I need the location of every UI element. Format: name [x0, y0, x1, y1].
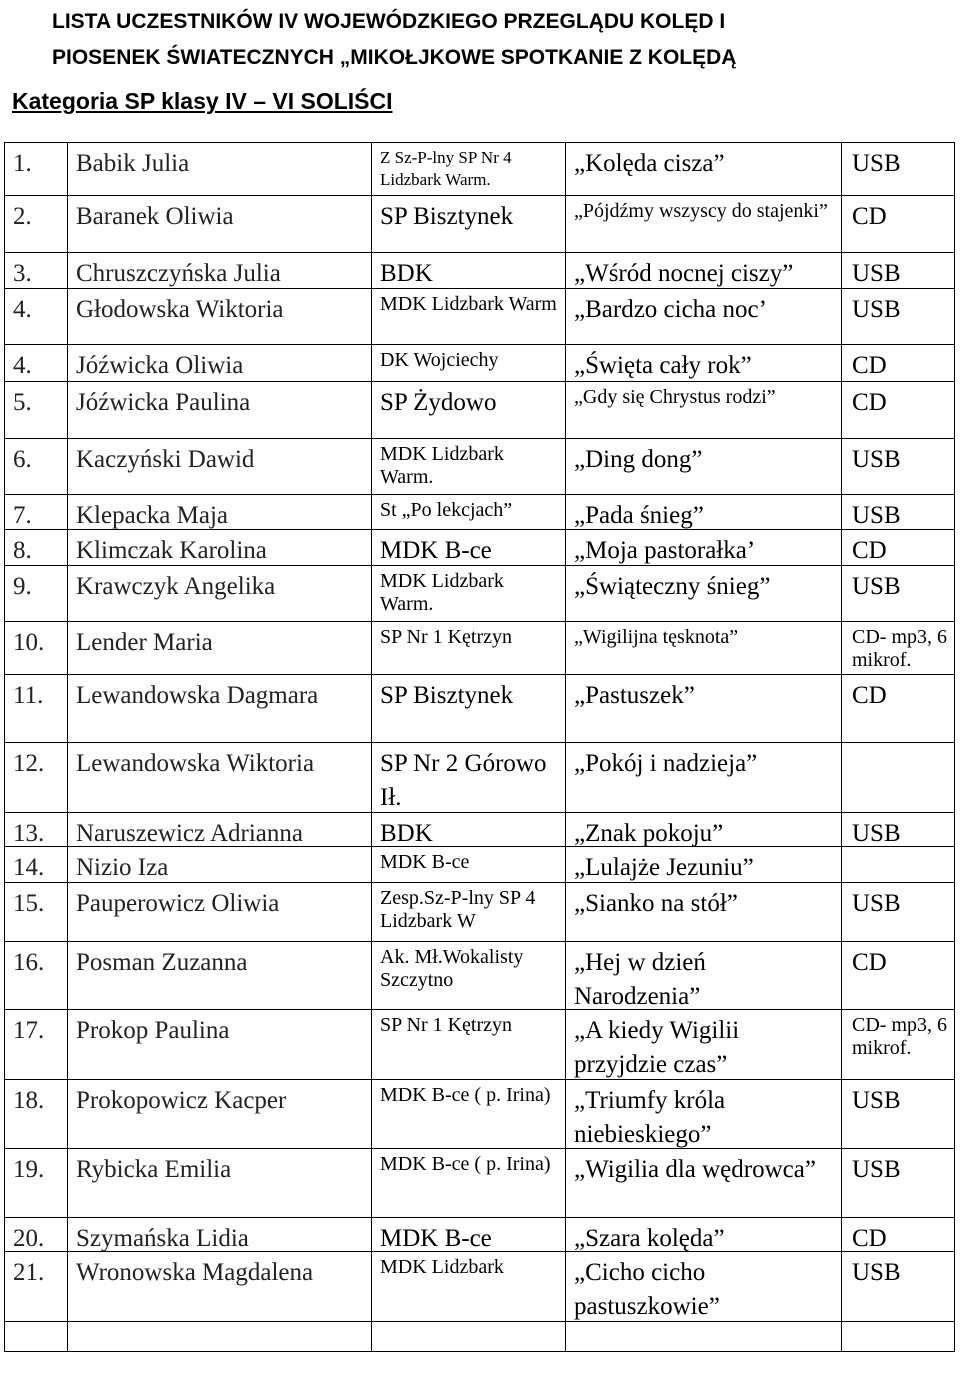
participant-name-cell [68, 1218, 372, 1251]
media-type-cell [842, 345, 955, 381]
song-title: „Hej w dzień Narodzenia” [574, 949, 706, 1009]
row-number: 2. [13, 203, 32, 230]
row-number-cell [5, 1149, 68, 1217]
media-type: USB [852, 296, 901, 323]
media-type: USB [852, 260, 901, 287]
media-type-cell [842, 253, 955, 288]
institution-cell [372, 1149, 566, 1217]
institution-cell [372, 883, 566, 941]
row-number-cell [5, 847, 68, 882]
table-row [5, 196, 955, 253]
participant-name: Klimczak Karolina [76, 537, 267, 564]
media-type: USB [852, 1087, 901, 1114]
institution: MDK B-ce [380, 537, 492, 564]
institution: MDK Lidzbark [380, 1256, 504, 1278]
institution: SP Nr 1 Kętrzyn [380, 1014, 513, 1036]
participant-name: Rybicka Emilia [76, 1156, 232, 1183]
media-type: USB [852, 890, 901, 917]
institution: MDK Lidzbark Warm. [380, 443, 504, 488]
row-number: 1. [13, 150, 32, 177]
media-type: CD [852, 537, 887, 564]
media-type-cell [842, 495, 955, 529]
row-number: 3. [13, 260, 32, 287]
song-title: „Ding dong” [574, 446, 703, 473]
media-type-cell [842, 1149, 955, 1217]
institution-cell [372, 196, 566, 252]
institution: SP Żydowo [380, 389, 497, 416]
participant-name-cell [68, 847, 372, 882]
row-number-cell [5, 743, 68, 812]
song-title-cell [566, 530, 842, 565]
institution-cell [372, 1218, 566, 1251]
participant-name: Nizio Iza [76, 854, 169, 881]
table-row [5, 289, 955, 345]
row-number: 13. [13, 820, 45, 846]
media-type: USB [852, 573, 901, 600]
row-number-cell [5, 675, 68, 742]
participant-name-cell [68, 253, 372, 288]
row-number-cell [5, 253, 68, 288]
institution-cell [372, 566, 566, 621]
row-number-cell [5, 289, 68, 344]
song-title: „Wśród nocnej ciszy” [574, 260, 794, 287]
institution-cell [372, 495, 566, 529]
participant-name: Kaczyński Dawid [76, 446, 255, 473]
institution: MDK B-ce [380, 851, 470, 873]
participant-name-cell [68, 143, 372, 195]
participant-name-cell [68, 1149, 372, 1217]
institution-cell [372, 1080, 566, 1148]
media-type: USB [852, 446, 901, 473]
institution: MDK Lidzbark Warm. [380, 570, 504, 615]
table-row [5, 566, 955, 622]
song-title: „Kolęda cisza” [574, 150, 725, 177]
participant-name-cell [68, 942, 372, 1009]
row-number-cell [5, 942, 68, 1009]
song-title: „Cicho cicho pastuszkowie” [574, 1259, 720, 1320]
institution: MDK Lidzbark Warm [380, 293, 557, 315]
institution-cell [372, 143, 566, 195]
row-number: 8. [13, 537, 32, 564]
table-row [5, 1218, 955, 1252]
row-number: 16. [13, 949, 45, 976]
row-number-cell [5, 1322, 68, 1351]
song-title: „Pójdźmy wszyscy do stajenki” [574, 200, 828, 222]
media-type-cell [842, 743, 955, 812]
row-number-cell [5, 495, 68, 529]
row-number: 19. [13, 1156, 45, 1183]
song-title: „Pokój i nadzieja” [574, 750, 758, 777]
table-row [5, 1080, 955, 1149]
row-number-cell [5, 439, 68, 494]
category-heading: Kategoria SP klasy IV – VI SOLIŚCI [12, 88, 393, 114]
row-number-cell [5, 345, 68, 381]
institution: MDK B-ce [380, 1225, 492, 1251]
row-number: 18. [13, 1087, 45, 1114]
media-type-cell [842, 847, 955, 882]
row-number: 15. [13, 890, 45, 917]
institution-cell [372, 345, 566, 381]
song-title-cell [566, 1218, 842, 1251]
media-type-cell [842, 289, 955, 344]
media-type-cell [842, 942, 955, 1009]
media-type-cell [842, 382, 955, 438]
song-title-cell [566, 883, 842, 941]
row-number: 6. [13, 446, 32, 473]
song-title: „Lulajże Jezuniu” [574, 854, 754, 881]
song-title: „Pastuszek” [574, 682, 695, 709]
row-number: 10. [13, 629, 45, 656]
participant-name-cell [68, 675, 372, 742]
participant-name-cell [68, 439, 372, 494]
media-type-cell [842, 883, 955, 941]
institution-cell [372, 675, 566, 742]
media-type: USB [852, 1259, 901, 1286]
song-title-cell [566, 1080, 842, 1148]
song-title: „Znak pokoju” [574, 820, 724, 846]
institution-cell [372, 530, 566, 565]
media-type-cell [842, 1252, 955, 1321]
song-title-cell [566, 566, 842, 621]
media-type-cell [842, 813, 955, 846]
institution-cell [372, 1322, 566, 1351]
participant-name: Szymańska Lidia [76, 1225, 249, 1251]
row-number-cell [5, 1218, 68, 1251]
table-row [5, 1010, 955, 1080]
song-title: „Triumfy króla niebieskiego” [574, 1087, 726, 1148]
table-row [5, 942, 955, 1010]
table-row [5, 743, 955, 813]
media-type-cell [842, 143, 955, 195]
participant-name: Krawczyk Angelika [76, 573, 276, 600]
row-number-cell [5, 1080, 68, 1148]
institution-cell [372, 439, 566, 494]
institution-cell [372, 847, 566, 882]
table-row [5, 143, 955, 196]
song-title-cell [566, 942, 842, 1009]
table-row [5, 1149, 955, 1218]
song-title-cell [566, 813, 842, 846]
institution: SP Nr 1 Kętrzyn [380, 626, 513, 648]
participant-name-cell [68, 289, 372, 344]
media-type-cell [842, 1322, 955, 1351]
participant-name: Naruszewicz Adrianna [76, 820, 303, 846]
song-title-cell [566, 143, 842, 195]
participants-table [4, 142, 955, 1352]
song-title-cell [566, 345, 842, 381]
media-type-cell [842, 622, 955, 674]
institution-cell [372, 289, 566, 344]
participant-name: Baranek Oliwia [76, 203, 234, 230]
song-title-cell [566, 1252, 842, 1321]
participant-name: Jóźwicka Paulina [76, 389, 251, 416]
table-row [5, 847, 955, 883]
participant-name-cell [68, 530, 372, 565]
song-title-cell [566, 743, 842, 812]
row-number-cell [5, 1010, 68, 1079]
participant-name: Pauperowicz Oliwia [76, 890, 280, 917]
institution-cell [372, 1010, 566, 1079]
song-title: „Bardzo cicha noc’ [574, 296, 767, 323]
media-type-cell [842, 530, 955, 565]
media-type-cell [842, 439, 955, 494]
document-title [52, 4, 952, 76]
song-title: „Szara kolęda” [574, 1225, 725, 1251]
institution: Zesp.Sz-P-lny SP 4 Lidzbark W [380, 887, 536, 932]
song-title-cell [566, 1010, 842, 1079]
participant-name-cell [68, 883, 372, 941]
song-title: „Święta cały rok” [574, 352, 752, 379]
institution: Z Sz-P-lny SP Nr 4 Lidzbark Warm. [380, 148, 512, 189]
row-number-cell [5, 622, 68, 674]
media-type: CD [852, 389, 887, 416]
media-type: USB [852, 502, 901, 529]
row-number-cell [5, 530, 68, 565]
participant-name: Posman Zuzanna [76, 949, 248, 976]
song-title-cell [566, 253, 842, 288]
table-row [5, 883, 955, 942]
row-number: 4. [13, 352, 32, 379]
row-number-cell [5, 813, 68, 846]
row-number: 9. [13, 573, 32, 600]
row-number: 21. [13, 1259, 45, 1286]
participant-name: Prokop Paulina [76, 1017, 230, 1044]
table-row [5, 622, 955, 675]
media-type-cell [842, 675, 955, 742]
table-row [5, 530, 955, 566]
participant-name: Lender Maria [76, 629, 213, 656]
table-row [5, 675, 955, 743]
song-title-cell [566, 622, 842, 674]
institution: BDK [380, 820, 433, 846]
institution-cell [372, 253, 566, 288]
participant-name: Jóźwicka Oliwia [76, 352, 244, 379]
song-title-cell [566, 439, 842, 494]
song-title: „A kiedy Wigilii przyjdzie czas” [574, 1017, 740, 1078]
table-row [5, 253, 955, 289]
participant-name-cell [68, 1080, 372, 1148]
participant-name-cell [68, 813, 372, 846]
song-title: „Moja pastorałka’ [574, 537, 756, 564]
song-title: „Pada śnieg” [574, 502, 704, 529]
row-number: 17. [13, 1017, 45, 1044]
participant-name-cell [68, 382, 372, 438]
table-row [5, 1322, 955, 1352]
table-row [5, 495, 955, 530]
media-type: CD [852, 949, 887, 976]
institution-cell [372, 1252, 566, 1321]
media-type: CD- mp3, 6 mikrof. [852, 1014, 947, 1059]
song-title-cell [566, 382, 842, 438]
institution-cell [372, 942, 566, 1009]
table-row [5, 1252, 955, 1322]
song-title: „Wigilijna tęsknota” [574, 626, 739, 648]
participant-name-cell [68, 345, 372, 381]
institution: St „Po lekcjach” [380, 499, 513, 521]
media-type-cell [842, 196, 955, 252]
title-line-2: PIOSENEK ŚWIATECZNYCH „MIKOŁJKOWE SPOTKANIE Z KOLĘDĄ [52, 46, 737, 69]
row-number: 20. [13, 1225, 45, 1251]
media-type: CD [852, 203, 887, 230]
table-row [5, 813, 955, 847]
row-number-cell [5, 143, 68, 195]
media-type: USB [852, 150, 901, 177]
row-number-cell [5, 196, 68, 252]
institution: SP Bisztynek [380, 682, 514, 709]
media-type: CD- mp3, 6 mikrof. [852, 626, 947, 671]
participant-name-cell [68, 743, 372, 812]
participant-name-cell [68, 495, 372, 529]
participant-name: Wronowska Magdalena [76, 1259, 314, 1286]
institution-cell [372, 743, 566, 812]
song-title-cell [566, 289, 842, 344]
song-title: „Sianko na stół” [574, 890, 738, 917]
row-number: 5. [13, 389, 32, 416]
institution: DK Wojciechy [380, 349, 499, 371]
song-title-cell [566, 495, 842, 529]
table-row [5, 382, 955, 439]
song-title-cell [566, 196, 842, 252]
institution-cell [372, 382, 566, 438]
participant-name-cell [68, 1322, 372, 1351]
media-type: USB [852, 1156, 901, 1183]
participant-name-cell [68, 1010, 372, 1079]
media-type-cell [842, 1080, 955, 1148]
row-number: 4. [13, 296, 32, 323]
media-type-cell [842, 566, 955, 621]
row-number: 12. [13, 750, 45, 777]
institution: SP Nr 2 Górowo Ił. [380, 750, 547, 811]
song-title-cell [566, 847, 842, 882]
participant-name: Klepacka Maja [76, 502, 229, 529]
row-number-cell [5, 1252, 68, 1321]
participant-name: Prokopowicz Kacper [76, 1087, 287, 1114]
institution-cell [372, 622, 566, 674]
row-number: 14. [13, 854, 45, 881]
participant-name-cell [68, 566, 372, 621]
row-number: 11. [13, 682, 44, 709]
institution: MDK B-ce ( p. Irina) [380, 1153, 551, 1175]
participant-name: Chruszczyńska Julia [76, 260, 281, 287]
media-type: CD [852, 352, 887, 379]
media-type: USB [852, 820, 901, 846]
participant-name: Babik Julia [76, 150, 190, 177]
song-title: „Wigilia dla wędrowca” [574, 1156, 816, 1183]
song-title-cell [566, 1149, 842, 1217]
song-title-cell [566, 1322, 842, 1351]
media-type: CD [852, 682, 887, 709]
row-number: 7. [13, 502, 32, 529]
song-title-cell [566, 675, 842, 742]
institution: BDK [380, 260, 433, 287]
title-line-1: LISTA UCZESTNIKÓW IV WOJEWÓDZKIEGO PRZEGLĄDU KOLĘD I [52, 10, 726, 33]
participant-name-cell [68, 196, 372, 252]
row-number-cell [5, 883, 68, 941]
media-type-cell [842, 1218, 955, 1251]
participant-name-cell [68, 1252, 372, 1321]
media-type-cell [842, 1010, 955, 1079]
row-number-cell [5, 382, 68, 438]
participant-name: Lewandowska Wiktoria [76, 750, 315, 777]
table-row [5, 345, 955, 382]
institution: MDK B-ce ( p. Irina) [380, 1084, 551, 1106]
participant-name: Głodowska Wiktoria [76, 296, 284, 323]
media-type: CD [852, 1225, 887, 1251]
song-title: „Świąteczny śnieg” [574, 573, 771, 600]
table-row [5, 439, 955, 495]
institution-cell [372, 813, 566, 846]
song-title: „Gdy się Chrystus rodzi” [574, 386, 776, 408]
row-number-cell [5, 566, 68, 621]
participant-name: Lewandowska Dagmara [76, 682, 319, 709]
institution: Ak. Mł.Wokalisty Szczytno [380, 946, 524, 991]
institution: SP Bisztynek [380, 203, 514, 230]
participant-name-cell [68, 622, 372, 674]
